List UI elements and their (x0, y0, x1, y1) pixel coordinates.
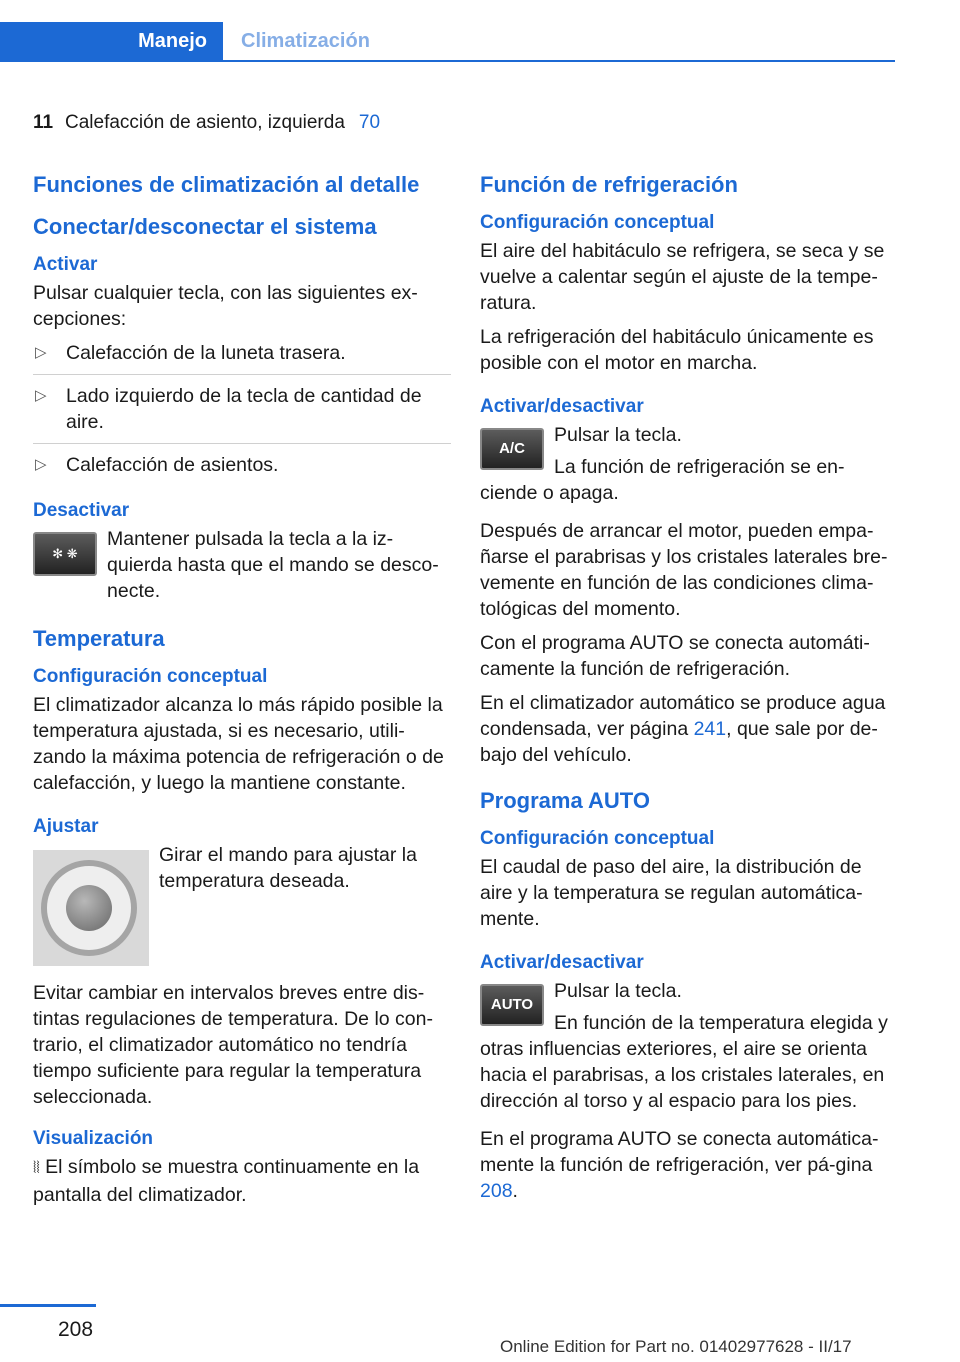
despues-text: Después de arrancar el motor, pueden empa‐ñarse el parabrisas y los cristales laterales bre‐vemente en función de las condiciones clima‐tológicas del momento. (480, 520, 888, 620)
auto-text-2: En función de la temperatura elegida y otras influencias exteriores, el aire se orienta hacia el parabrisas, a los cristales laterales, en dirección al torso y al espacio para los pies. (480, 1012, 888, 1112)
bullet-text: Lado izquierdo de la tecla de cantidad de aire. (66, 385, 422, 433)
auto-button-label: AUTO (490, 996, 534, 1013)
temperatura-title: Temperatura (33, 626, 165, 651)
condensada-text-b: , que sale por de‐bajo del vehículo. (480, 718, 878, 766)
legend-number: 11 (33, 112, 54, 133)
off-fan-button-icon: ✻ ❋ (33, 532, 97, 576)
evitar-text: Evitar cambiar en intervalos breves entre dis‐tintas regulaciones de temperatura. De lo con‐trario, el climatizador automático no tendría tiempo suficiente para regular la temperatura seleccionada. (33, 982, 433, 1108)
bullet-item (33, 340, 451, 366)
ac-button-label: A/C (499, 440, 525, 457)
auto-configuracion-text: El caudal de paso del aire, la distribución de aire y la temperatura se regulan automática‐mente. (480, 856, 863, 930)
visualizacion-block (33, 1154, 451, 1208)
tab-manejo-label: Manejo (138, 30, 207, 52)
legend-item (33, 112, 380, 134)
legend-page-link[interactable]: 70 (358, 112, 381, 133)
configuracion-text-2: La refrigeración del habitáculo únicamente es posible con el motor en marcha. (480, 326, 874, 374)
ajustar-block (33, 842, 451, 972)
auto-block (480, 978, 896, 1114)
bullet-text: Calefacción de asientos. (66, 454, 279, 476)
auto-refrigeracion-text (480, 1126, 896, 1204)
desactivar-block (33, 526, 451, 604)
activar-text: Pulsar cualquier tecla, con las siguientes ex‐cepciones: (33, 282, 418, 330)
activar-heading: Activar (33, 254, 98, 275)
subsection-title: Conectar/desconectar el sistema (33, 214, 377, 239)
page-header (0, 0, 960, 64)
ac-block (480, 422, 896, 506)
right-column (480, 168, 896, 1212)
condensada-text-a: En el climatizador automático se produce agua condensada, ver página (480, 692, 886, 740)
footer-line (0, 1304, 96, 1307)
auto-button-icon (480, 984, 544, 1026)
visualizacion-heading: Visualización (33, 1128, 154, 1149)
desactivar-text: Mantener pulsada la tecla a la iz‐quierda hasta que el mando se desco‐necte. (107, 528, 439, 602)
left-column (33, 168, 451, 1216)
auto-refrigeracion-text-a: En el programa AUTO se conecta automática‐mente la función de refrigeración, ver pá‐gina (480, 1128, 879, 1176)
configuracion-text: El aire del habitáculo se refrigera, se seca y se vuelve a calentar según el ajuste de la tempe‐ratura. (480, 240, 885, 314)
desactivar-heading: Desactivar (33, 500, 130, 521)
triangle-bullet-icon: ▷ (35, 387, 47, 404)
auto-refrigeracion-text-b: . (512, 1180, 518, 1202)
page-link[interactable]: 241 (693, 718, 727, 740)
auto-configuracion-heading: Configuración conceptual (480, 828, 715, 849)
configuracion-heading: Configuración conceptual (33, 666, 268, 687)
ac-button-icon (480, 428, 544, 470)
temperature-knob-icon (33, 850, 149, 966)
divider (33, 374, 451, 375)
bullet-item (33, 383, 451, 435)
edition-text: Online Edition for Part no. 01402977628 - II/17 (500, 1337, 852, 1356)
programa-auto-title: Programa AUTO (480, 788, 650, 813)
ac-text-1: Pulsar la tecla. (554, 424, 682, 446)
bullet-item (33, 452, 451, 478)
header-underline (223, 60, 895, 62)
configuracion-text: El climatizador alcanza lo más rápido posible la temperatura ajustada, si es necesario, utili‐zando la máxima potencia de refrigeración o de calefacción, y luego la mantiene constante. (33, 694, 444, 794)
section-title: Funciones de climatización al detalle (33, 172, 420, 197)
refrigeracion-title: Función de refrigeración (480, 172, 738, 197)
tab-climatizacion[interactable] (223, 22, 895, 62)
legend-text: Calefacción de asiento, izquierda (65, 112, 345, 133)
triangle-bullet-icon: ▷ (35, 456, 47, 473)
tab-climatizacion-label: Climatización (241, 30, 370, 52)
tab-manejo[interactable] (0, 22, 223, 62)
bullet-text: Calefacción de la luneta trasera. (66, 342, 346, 364)
visualizacion-text: El símbolo se muestra continuamente en la pantalla del climatizador. (33, 1156, 420, 1206)
activar-desactivar-heading: Activar/desactivar (480, 396, 644, 417)
ajustar-heading: Ajustar (33, 816, 99, 837)
auto-activar-heading: Activar/desactivar (480, 952, 644, 973)
page-link[interactable]: 208 (480, 1180, 513, 1202)
triangle-bullet-icon: ▷ (35, 344, 47, 361)
condensada-text (480, 690, 896, 768)
ac-text-2: La función de refrigeración se en‐ciende o apaga. (480, 456, 845, 504)
configuracion-heading: Configuración conceptual (480, 212, 715, 233)
page-number: 208 (58, 1318, 94, 1341)
cooling-symbol-icon: ⦚⦚ (33, 1160, 40, 1177)
ajustar-text: Girar el mando para ajustar la temperatura deseada. (159, 844, 417, 892)
auto-text-1: Pulsar la tecla. (554, 980, 682, 1002)
con-programa-text: Con el programa AUTO se conecta automáti‐camente la función de refrigeración. (480, 632, 870, 680)
divider (33, 443, 451, 444)
